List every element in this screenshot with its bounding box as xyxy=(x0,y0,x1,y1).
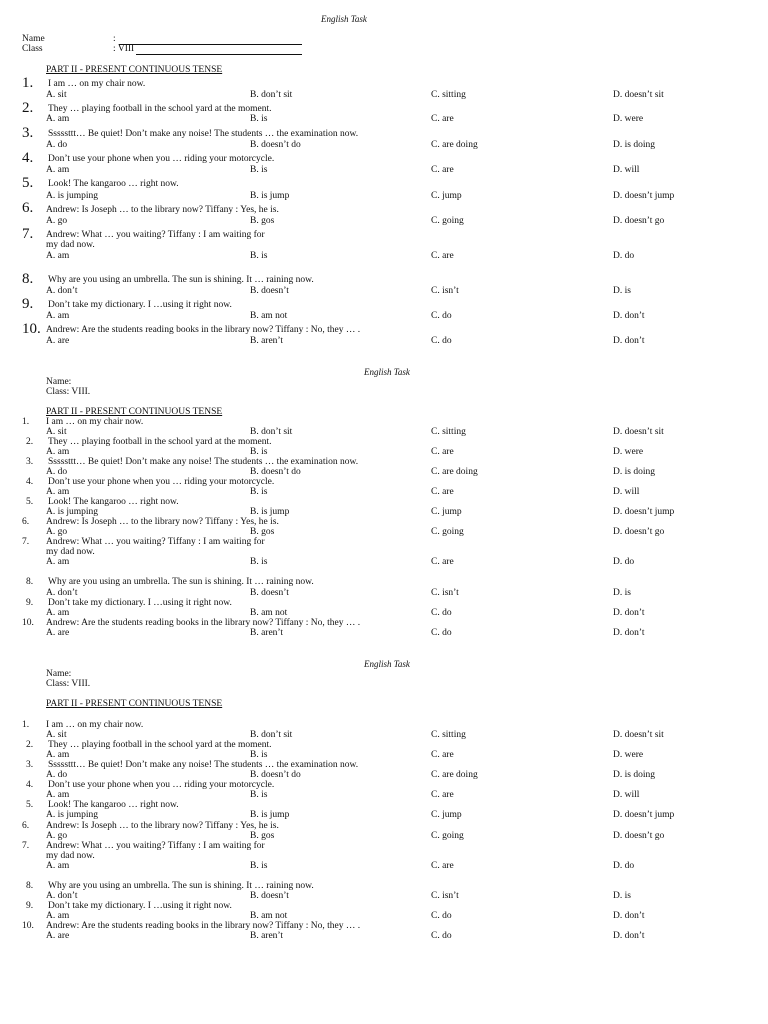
option-b: B. is xyxy=(250,750,268,760)
question-number: 6. xyxy=(22,517,30,527)
option-a: A. am xyxy=(46,447,70,457)
option-d: D. don’t xyxy=(613,931,645,941)
option-d: D. is xyxy=(613,286,631,296)
option-d: D. doesn’t go xyxy=(613,527,665,537)
option-b: B. is xyxy=(250,557,268,567)
option-b: B. aren’t xyxy=(250,931,284,941)
option-a: A. am xyxy=(46,251,70,261)
option-b: B. is xyxy=(250,251,268,261)
name-label: Name: xyxy=(46,377,72,387)
question-text: Don’t take my dictionary. I …using it right now. xyxy=(48,901,232,911)
option-c: C. are xyxy=(431,790,454,800)
question-number: 6. xyxy=(22,821,30,831)
option-b: B. is xyxy=(250,487,268,497)
name-field-line[interactable] xyxy=(119,44,302,45)
option-c: C. do xyxy=(431,608,452,618)
option-b: B. is jump xyxy=(250,810,290,820)
option-d: D. doesn’t go xyxy=(613,216,665,226)
option-d: D. doesn’t sit xyxy=(613,90,664,100)
option-a: A. am xyxy=(46,114,70,124)
question-number: 10. xyxy=(22,321,41,337)
option-c: C. do xyxy=(431,628,452,638)
option-d: D. is doing xyxy=(613,467,655,477)
option-b: B. is jump xyxy=(250,507,290,517)
question-number: 2. xyxy=(22,100,34,116)
option-b: B. don’t sit xyxy=(250,730,293,740)
question-text: Andrew: Are the students reading books in the library now? Tiffany : No, they … . xyxy=(46,325,361,335)
question-text: They … playing football in the school yard at the moment. xyxy=(48,104,272,114)
option-c: C. are xyxy=(431,251,454,261)
question-text: Andrew: What … you waiting? Tiffany : I am waiting for xyxy=(46,841,265,851)
option-d: D. will xyxy=(613,487,640,497)
option-a: A. go xyxy=(46,216,68,226)
class-value: : VIII xyxy=(113,44,135,54)
name-label: Name xyxy=(22,34,45,44)
option-a: A. do xyxy=(46,770,68,780)
question-number: 1. xyxy=(22,417,30,427)
option-b: B. don’t sit xyxy=(250,427,293,437)
option-c: C. sitting xyxy=(431,427,466,437)
question-text-continued: my dad now. xyxy=(46,240,95,250)
worksheet-title: English Task xyxy=(321,14,367,24)
option-d: D. is doing xyxy=(613,770,655,780)
option-c: C. are xyxy=(431,861,454,871)
option-d: D. doesn’t jump xyxy=(613,810,675,820)
option-b: B. doesn’t do xyxy=(250,467,301,477)
option-d: D. were xyxy=(613,447,644,457)
question-number: 10. xyxy=(22,618,34,628)
option-a: A. sit xyxy=(46,730,67,740)
option-b: B. is xyxy=(250,165,268,175)
name-colon: : xyxy=(113,34,116,44)
option-c: C. are xyxy=(431,487,454,497)
option-a: A. am xyxy=(46,311,70,321)
option-c: C. sitting xyxy=(431,730,466,740)
option-b: B. is jump xyxy=(250,191,290,201)
question-number: 7. xyxy=(22,226,34,242)
option-b: B. gos xyxy=(250,831,275,841)
question-number: 5. xyxy=(22,175,34,191)
question-number: 3. xyxy=(26,760,34,770)
option-a: A. don’t xyxy=(46,891,78,901)
option-d: D. don’t xyxy=(613,311,645,321)
option-b: B. aren’t xyxy=(250,336,284,346)
option-d: D. were xyxy=(613,750,644,760)
option-d: D. doesn’t sit xyxy=(613,427,664,437)
option-a: A. do xyxy=(46,467,68,477)
question-text: Sssssttt… Be quiet! Don’t make any noise! The students … the examination now. xyxy=(48,457,359,467)
question-text: They … playing football in the school yard at the moment. xyxy=(48,437,272,447)
option-d: D. don’t xyxy=(613,336,645,346)
class-label: Class xyxy=(22,44,43,54)
option-d: D. is xyxy=(613,588,631,598)
question-text: Look! The kangaroo … right now. xyxy=(48,800,179,810)
option-b: B. gos xyxy=(250,216,275,226)
option-b: B. am not xyxy=(250,608,288,618)
option-b: B. don’t sit xyxy=(250,90,293,100)
question-text: Why are you using an umbrella. The sun is shining. It … raining now. xyxy=(48,275,314,285)
question-text: Don’t use your phone when you … riding your motorcycle. xyxy=(48,154,275,164)
question-text: Don’t use your phone when you … riding your motorcycle. xyxy=(48,477,275,487)
option-b: B. doesn’t do xyxy=(250,140,301,150)
option-a: A. is jumping xyxy=(46,810,98,820)
option-d: D. doesn’t jump xyxy=(613,507,675,517)
option-d: D. do xyxy=(613,861,635,871)
question-text: Don’t take my dictionary. I …using it right now. xyxy=(48,300,232,310)
option-d: D. do xyxy=(613,557,635,567)
question-number: 6. xyxy=(22,200,34,216)
option-a: A. is jumping xyxy=(46,191,98,201)
question-number: 5. xyxy=(26,800,34,810)
question-number: 4. xyxy=(22,150,34,166)
option-b: B. is xyxy=(250,790,268,800)
question-text: Sssssttt… Be quiet! Don’t make any noise! The students … the examination now. xyxy=(48,129,359,139)
name-label: Name: xyxy=(46,669,72,679)
question-number: 9. xyxy=(26,598,34,608)
option-a: A. sit xyxy=(46,427,67,437)
question-text: I am … on my chair now. xyxy=(48,79,146,89)
option-a: A. am xyxy=(46,861,70,871)
option-d: D. don’t xyxy=(613,911,645,921)
question-text: Andrew: Is Joseph … to the library now? Tiffany : Yes, he is. xyxy=(46,517,279,527)
option-b: B. is xyxy=(250,114,268,124)
class-field-line[interactable] xyxy=(136,54,302,55)
option-c: C. do xyxy=(431,931,452,941)
question-text: Andrew: Is Joseph … to the library now? Tiffany : Yes, he is. xyxy=(46,205,279,215)
part-title: PART II - PRESENT CONTINUOUS TENSE xyxy=(46,65,223,75)
option-b: B. doesn’t xyxy=(250,891,289,901)
question-number: 7. xyxy=(22,537,30,547)
question-number: 8. xyxy=(22,271,34,287)
option-a: A. am xyxy=(46,790,70,800)
option-c: C. are xyxy=(431,750,454,760)
option-b: B. is xyxy=(250,447,268,457)
question-number: 8. xyxy=(26,577,34,587)
question-number: 2. xyxy=(26,437,34,447)
option-c: C. jump xyxy=(431,191,462,201)
option-a: A. are xyxy=(46,336,70,346)
question-text: Don’t take my dictionary. I …using it right now. xyxy=(48,598,232,608)
option-c: C. do xyxy=(431,311,452,321)
option-c: C. going xyxy=(431,216,464,226)
worksheet-title: English Task xyxy=(364,659,410,669)
question-number: 4. xyxy=(26,477,34,487)
option-a: A. go xyxy=(46,831,68,841)
option-d: D. is xyxy=(613,891,631,901)
option-c: C. going xyxy=(431,527,464,537)
question-text: Look! The kangaroo … right now. xyxy=(48,179,179,189)
option-d: D. is doing xyxy=(613,140,655,150)
option-c: C. isn’t xyxy=(431,286,459,296)
question-number: 2. xyxy=(26,740,34,750)
option-c: C. jump xyxy=(431,507,462,517)
option-c: C. do xyxy=(431,911,452,921)
part-title: PART II - PRESENT CONTINUOUS TENSE xyxy=(46,699,223,709)
option-b: B. gos xyxy=(250,527,275,537)
question-number: 9. xyxy=(22,296,34,312)
question-text: Don’t use your phone when you … riding your motorcycle. xyxy=(48,780,275,790)
option-c: C. do xyxy=(431,336,452,346)
question-number: 7. xyxy=(22,841,30,851)
question-number: 4. xyxy=(26,780,34,790)
option-c: C. are doing xyxy=(431,770,478,780)
question-number: 9. xyxy=(26,901,34,911)
option-c: C. are xyxy=(431,165,454,175)
question-number: 3. xyxy=(22,125,34,141)
option-a: A. don’t xyxy=(46,286,78,296)
option-c: C. isn’t xyxy=(431,588,459,598)
option-a: A. sit xyxy=(46,90,67,100)
option-c: C. are xyxy=(431,114,454,124)
option-c: C. going xyxy=(431,831,464,841)
question-text: They … playing football in the school yard at the moment. xyxy=(48,740,272,750)
option-d: D. doesn’t sit xyxy=(613,730,664,740)
option-a: A. are xyxy=(46,628,70,638)
question-text: I am … on my chair now. xyxy=(46,417,144,427)
question-number: 3. xyxy=(26,457,34,467)
question-text: Andrew: Are the students reading books in the library now? Tiffany : No, they … . xyxy=(46,921,361,931)
option-d: D. were xyxy=(613,114,644,124)
question-text: Andrew: Is Joseph … to the library now? Tiffany : Yes, he is. xyxy=(46,821,279,831)
question-text: I am … on my chair now. xyxy=(46,720,144,730)
class-label: Class: VIII. xyxy=(46,387,91,397)
option-d: D. will xyxy=(613,790,640,800)
option-a: A. am xyxy=(46,750,70,760)
option-b: B. am not xyxy=(250,911,288,921)
class-label: Class: VIII. xyxy=(46,679,91,689)
option-d: D. doesn’t jump xyxy=(613,191,675,201)
part-title: PART II - PRESENT CONTINUOUS TENSE xyxy=(46,407,223,417)
option-d: D. don’t xyxy=(613,608,645,618)
option-d: D. don’t xyxy=(613,628,645,638)
question-text: Look! The kangaroo … right now. xyxy=(48,497,179,507)
option-c: C. are xyxy=(431,447,454,457)
option-c: C. jump xyxy=(431,810,462,820)
option-a: A. do xyxy=(46,140,68,150)
option-a: A. don’t xyxy=(46,588,78,598)
question-text: Andrew: Are the students reading books in the library now? Tiffany : No, they … . xyxy=(46,618,361,628)
option-d: D. doesn’t go xyxy=(613,831,665,841)
question-text: Sssssttt… Be quiet! Don’t make any noise! The students … the examination now. xyxy=(48,760,359,770)
option-b: B. aren’t xyxy=(250,628,284,638)
option-a: A. am xyxy=(46,165,70,175)
option-a: A. am xyxy=(46,608,70,618)
option-c: C. are doing xyxy=(431,467,478,477)
option-c: C. sitting xyxy=(431,90,466,100)
option-a: A. is jumping xyxy=(46,507,98,517)
question-number: 1. xyxy=(22,75,34,91)
option-b: B. doesn’t xyxy=(250,286,289,296)
option-a: A. are xyxy=(46,931,70,941)
question-number: 1. xyxy=(22,720,30,730)
option-b: B. doesn’t xyxy=(250,588,289,598)
option-c: C. isn’t xyxy=(431,891,459,901)
question-text-continued: my dad now. xyxy=(46,851,95,861)
question-number: 5. xyxy=(26,497,34,507)
option-a: A. am xyxy=(46,557,70,567)
question-text: Why are you using an umbrella. The sun is shining. It … raining now. xyxy=(48,577,314,587)
option-a: A. am xyxy=(46,487,70,497)
question-text: Andrew: What … you waiting? Tiffany : I am waiting for xyxy=(46,537,265,547)
option-d: D. do xyxy=(613,251,635,261)
worksheet-title: English Task xyxy=(364,367,410,377)
option-b: B. is xyxy=(250,861,268,871)
question-text-continued: my dad now. xyxy=(46,547,95,557)
option-a: A. go xyxy=(46,527,68,537)
option-a: A. am xyxy=(46,911,70,921)
option-c: C. are doing xyxy=(431,140,478,150)
option-c: C. are xyxy=(431,557,454,567)
question-number: 10. xyxy=(22,921,34,931)
option-b: B. am not xyxy=(250,311,288,321)
question-text: Andrew: What … you waiting? Tiffany : I am waiting for xyxy=(46,230,265,240)
question-text: Why are you using an umbrella. The sun is shining. It … raining now. xyxy=(48,881,314,891)
option-b: B. doesn’t do xyxy=(250,770,301,780)
question-number: 8. xyxy=(26,881,34,891)
option-d: D. will xyxy=(613,165,640,175)
